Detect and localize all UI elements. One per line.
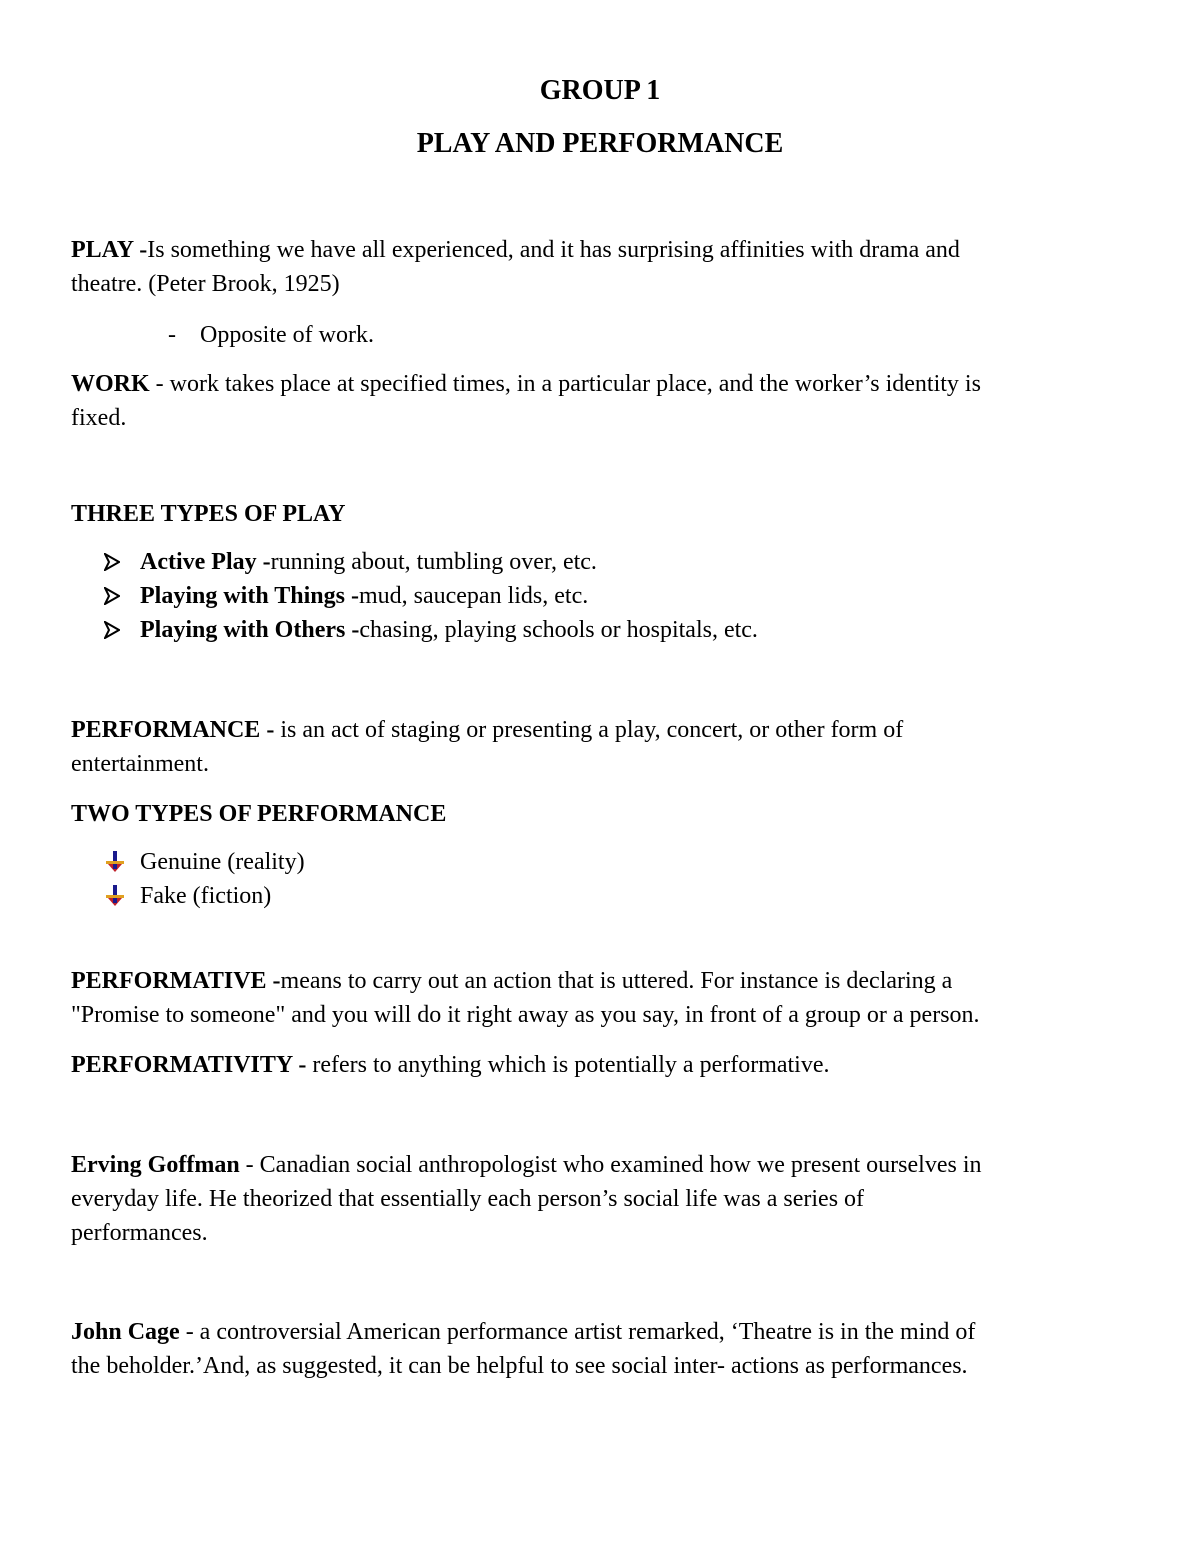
- performativity-definition-text: refers to anything which is potentially a performative.: [306, 1052, 830, 1078]
- list-item-text: running about, tumbling over, etc.: [270, 549, 597, 575]
- cage-line2: the beholder.’And, as suggested, it can be helpful to see social inter- actions as performances.: [71, 1353, 968, 1379]
- goffman-paragraph: [71, 1148, 1131, 1250]
- work-term: WORK: [71, 371, 150, 397]
- performative-definition-line2: "Promise to someone" and you will do it right away as you say, in front of a group or a person.: [71, 1002, 980, 1028]
- work-definition-line1: - work takes place at specified times, in a particular place, and the worker’s identity is: [149, 371, 981, 397]
- performance-definition: [71, 713, 1131, 781]
- list-item-term: Playing with Things -: [140, 583, 359, 609]
- three-types-heading: THREE TYPES OF PLAY: [71, 501, 346, 527]
- list-item-term: Active Play -: [140, 549, 271, 575]
- list-item: [104, 613, 758, 647]
- dash-bullet: -: [168, 322, 176, 348]
- goffman-line1: - Canadian social anthropologist who examined how we present ourselves in: [239, 1152, 982, 1178]
- arrowhead-bullet-icon: [104, 553, 140, 571]
- down-arrow-bullet-icon: [104, 851, 140, 873]
- goffman-line2: everyday life. He theorized that essentially each person’s social life was a series of: [71, 1186, 865, 1212]
- list-item: [104, 545, 758, 579]
- list-item-term: Playing with Others -: [140, 617, 360, 643]
- down-arrow-bullet-icon: [104, 885, 140, 907]
- performance-definition-line2: entertainment.: [71, 751, 209, 777]
- list-item-text: Fake (fiction): [140, 883, 272, 909]
- performance-term: PERFORMANCE -: [71, 717, 275, 743]
- work-definition: [71, 367, 1131, 435]
- list-item: [104, 579, 758, 613]
- cage-name: John Cage: [71, 1319, 180, 1345]
- play-dash-text: Opposite of work.: [200, 322, 374, 348]
- two-types-list: [104, 845, 305, 913]
- document-title-main: PLAY AND PERFORMANCE: [416, 128, 784, 159]
- list-item: [104, 879, 305, 913]
- performativity-definition: [71, 1048, 1131, 1082]
- three-types-list: [104, 545, 758, 647]
- play-definition-line1: Is something we have all experienced, and it has surprising affinities with drama and: [147, 237, 960, 263]
- arrowhead-bullet-icon: [104, 621, 140, 639]
- play-definition-line2: theatre. (Peter Brook, 1925): [71, 271, 340, 297]
- two-types-heading: TWO TYPES OF PERFORMANCE: [71, 801, 447, 827]
- list-item: [104, 845, 305, 879]
- performative-definition: [71, 964, 1131, 1032]
- document-title-group: GROUP 1: [539, 75, 661, 106]
- goffman-line3: performances.: [71, 1220, 208, 1246]
- arrowhead-bullet-icon: [104, 587, 140, 605]
- play-term: PLAY -: [71, 237, 148, 263]
- work-definition-line2: fixed.: [71, 405, 127, 431]
- performativity-term: PERFORMATIVITY -: [71, 1052, 307, 1078]
- performative-definition-line1: means to carry out an action that is uttered. For instance is declaring a: [280, 968, 953, 994]
- performative-term: PERFORMATIVE -: [71, 968, 281, 994]
- cage-line1: - a controversial American performance artist remarked, ‘Theatre is in the mind of: [179, 1319, 976, 1345]
- list-item-text: Genuine (reality): [140, 849, 305, 875]
- cage-paragraph: [71, 1315, 1131, 1383]
- performance-definition-line1: is an act of staging or presenting a play, concert, or other form of: [274, 717, 904, 743]
- list-item-text: mud, saucepan lids, etc.: [358, 583, 589, 609]
- goffman-name: Erving Goffman: [71, 1152, 240, 1178]
- play-definition: [71, 233, 1131, 301]
- list-item-text: chasing, playing schools or hospitals, etc.: [359, 617, 758, 643]
- play-dash-item: [168, 318, 374, 352]
